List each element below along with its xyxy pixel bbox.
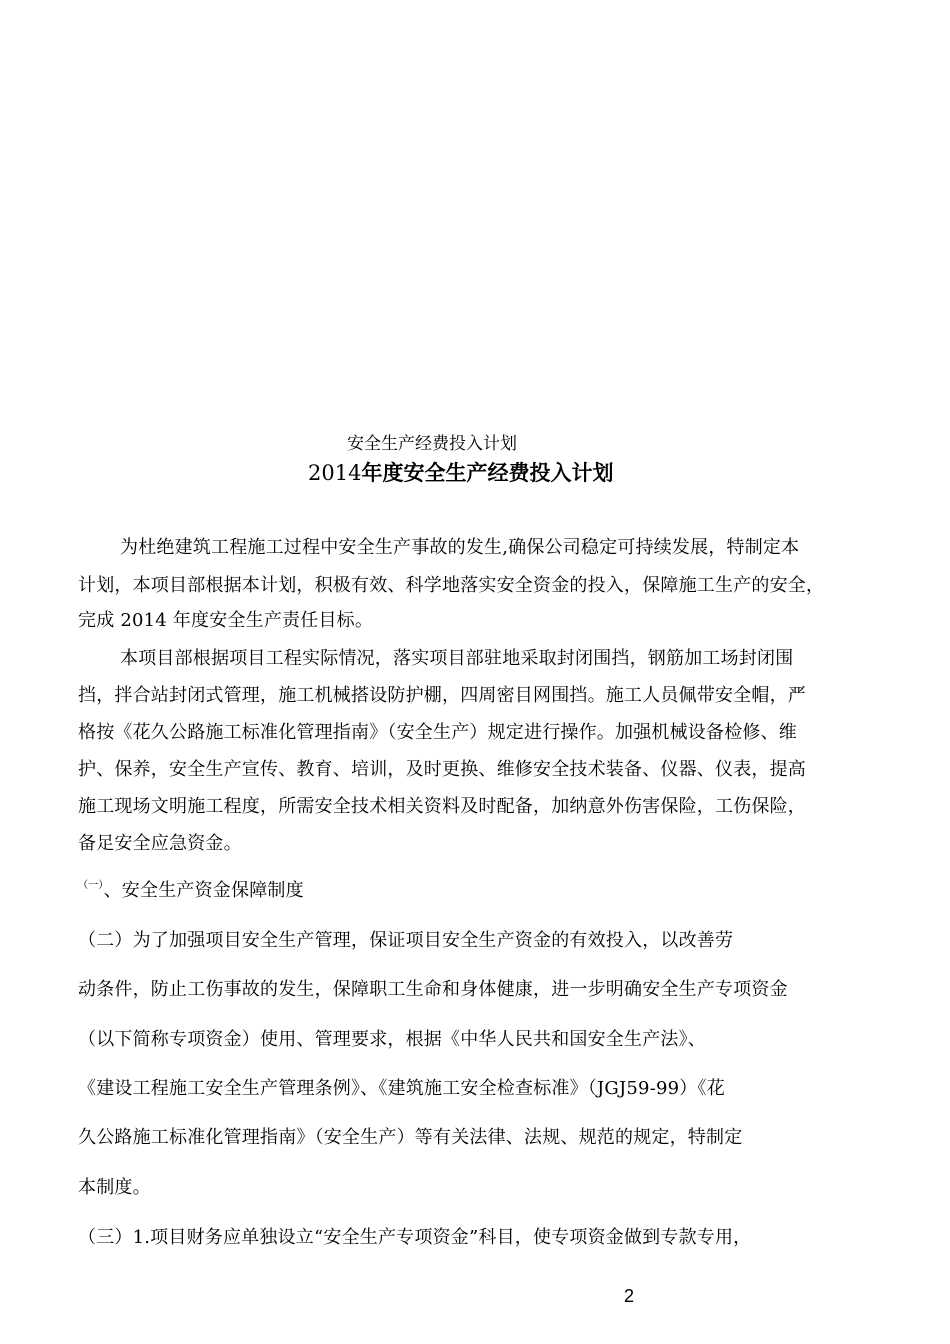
paragraph-line: 护、保养，安全生产宣传、教育、培训，及时更换、维修安全技术装备、仪器、仪表，提高 — [78, 759, 806, 780]
title-text: 年度安全生产经费投入计划 — [361, 461, 614, 485]
paragraph-line: 本项目部根据项目工程实际情况，落实项目部驻地采取封闭围挡，钢筋加工场封闭围 — [120, 648, 794, 669]
title-year: 2014 — [308, 461, 362, 485]
document-title — [308, 459, 613, 487]
section-two-line: 动条件，防止工伤事故的发生，保障职工生命和身体健康，进一步明确安全生产专项资金 — [78, 979, 788, 1000]
paragraph-line: 备足安全应急资金。 — [78, 833, 242, 854]
paragraph-line: 挡，拌合站封闭式管理，施工机械搭设防护棚，四周密目网围挡。施工人员佩带安全帽，严 — [78, 685, 806, 706]
section-three-line: （三）1.项目财务应单独设立“安全生产专项资金”科目，使专项资金做到专款专用， — [78, 1227, 752, 1248]
section-one-marker: （一） — [78, 880, 104, 891]
section-two-line: 本制度。 — [78, 1177, 151, 1198]
page-number: 2 — [624, 1286, 635, 1306]
section-two-line: 久公路施工标准化管理指南》（安全生产）等有关法律、法规、规范的规定，特制定 — [78, 1127, 743, 1148]
document-subtitle: 安全生产经费投入计划 — [347, 434, 517, 454]
section-two-line: （二）为了加强项目安全生产管理，保证项目安全生产资金的有效投入，以改善劳 — [78, 930, 734, 951]
section-two-line: 《建设工程施工安全生产管理条例》、《建筑施工安全检查标准》（JGJ59-99）《花 — [78, 1078, 725, 1099]
paragraph-line: 格按《花久公路施工标准化管理指南》（安全生产）规定进行操作。加强机械设备检修、维 — [78, 722, 797, 743]
section-two-line: （以下简称专项资金）使用、管理要求，根据《中华人民共和国安全生产法》、 — [78, 1029, 706, 1050]
paragraph-line: 计划，本项目部根据本计划，积极有效、科学地落实安全资金的投入，保障施工生产的安全， — [78, 575, 825, 596]
paragraph-line: 完成 2014 年度安全生产责任目标。 — [78, 610, 374, 631]
paragraph-line: 施工现场文明施工程度，所需安全技术相关资料及时配备，加纳意外伤害保险，工伤保险， — [78, 796, 806, 817]
paragraph-line: 为杜绝建筑工程施工过程中安全生产事故的发生,确保公司稳定可持续发展，特制定本 — [120, 537, 800, 558]
section-one-heading — [78, 879, 304, 903]
section-one-text: 、安全生产资金保障制度 — [103, 880, 304, 901]
